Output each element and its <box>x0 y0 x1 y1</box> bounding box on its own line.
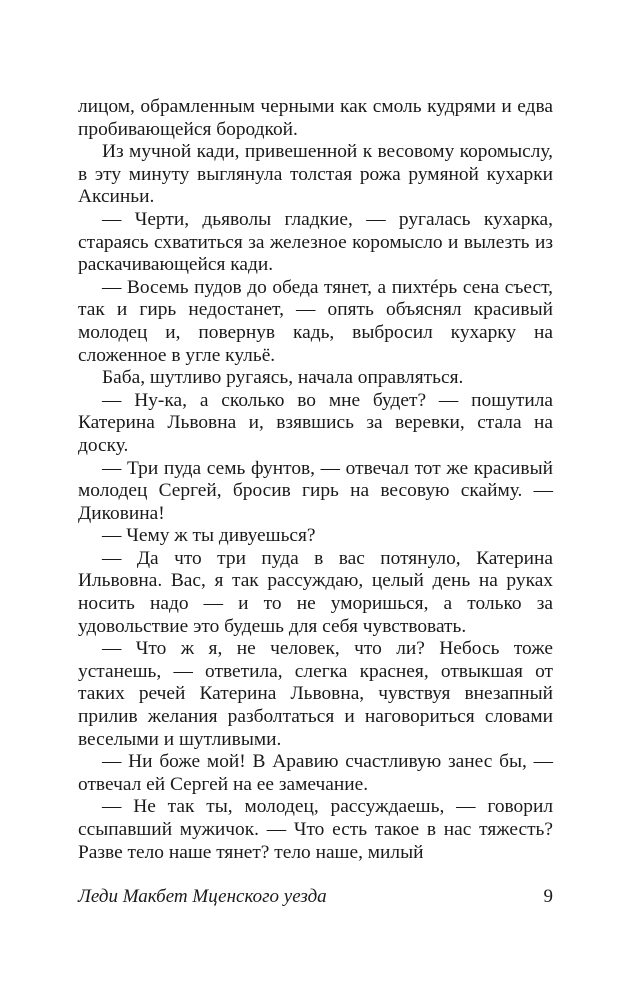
paragraph-1: лицом, обрамленным черными как смоль кудрями и едва пробивающейся бородкой. <box>78 96 553 140</box>
paragraph-7: — Три пуда семь фунтов, — отвечал тот же красивый молодец Сергей, бросив гирь на весовую скайму. — Диковина! <box>78 457 553 524</box>
paragraph-12: — Не так ты, молодец, рассуждаешь, — говорил ссыпавший мужичок. — Что есть такое в нас тяжесть? Разве тело наше тянет? тело наше, милый <box>78 796 553 863</box>
paragraph-2: Из мучной кади, привешенной к весовому коромыслу, в эту минуту выглянула толстая рожа румяной кухарки Аксиньи. <box>78 141 553 208</box>
page-footer <box>78 884 553 910</box>
paragraph-8: — Чему ж ты дивуешься? <box>102 525 316 547</box>
running-title: Леди Макбет Мценского уезда <box>78 886 327 907</box>
paragraph-4: — Восемь пудов до обеда тянет, а пихтéрь сена съест, так и гирь недостанет, — опять объяснял красивый молодец и, повернув кадь, выбросил кухарку на сложенное в угле кульё. <box>78 276 553 366</box>
paragraph-3: — Черти, дьяволы гладкие, — ругалась кухарка, стараясь схватиться за железное коромысло и вылезть из раскачивающейся кади. <box>78 208 553 276</box>
paragraph-10: — Что ж я, не человек, что ли? Небось тоже устанешь, — ответила, слегка краснея, отвыкшая от таких речей Катерина Львовна, чувствуя внезапный прилив желания разболтаться и наговориться словами веселыми и шутливыми. <box>78 638 553 750</box>
paragraph-5: Баба, шутливо ругаясь, начала оправляться. <box>102 367 464 389</box>
paragraph-6: — Ну-ка, а сколько во мне будет? — пошутила Катерина Львовна и, взявшись за веревки, стала на доску. <box>78 389 553 456</box>
page-number: 9 <box>543 886 553 907</box>
paragraph-11: — Ни боже мой! В Аравию счастливую занес бы, — отвечал ей Сергей на ее замечание. <box>78 751 553 795</box>
body-text <box>78 96 553 864</box>
paragraph-9: — Да что три пуда в вас потянуло, Катерина Ильвовна. Вас, я так рассуждаю, целый день на руках носить надо — и то не уморишься, а только за удовольствие это будешь для себя чувствовать. <box>78 547 553 637</box>
